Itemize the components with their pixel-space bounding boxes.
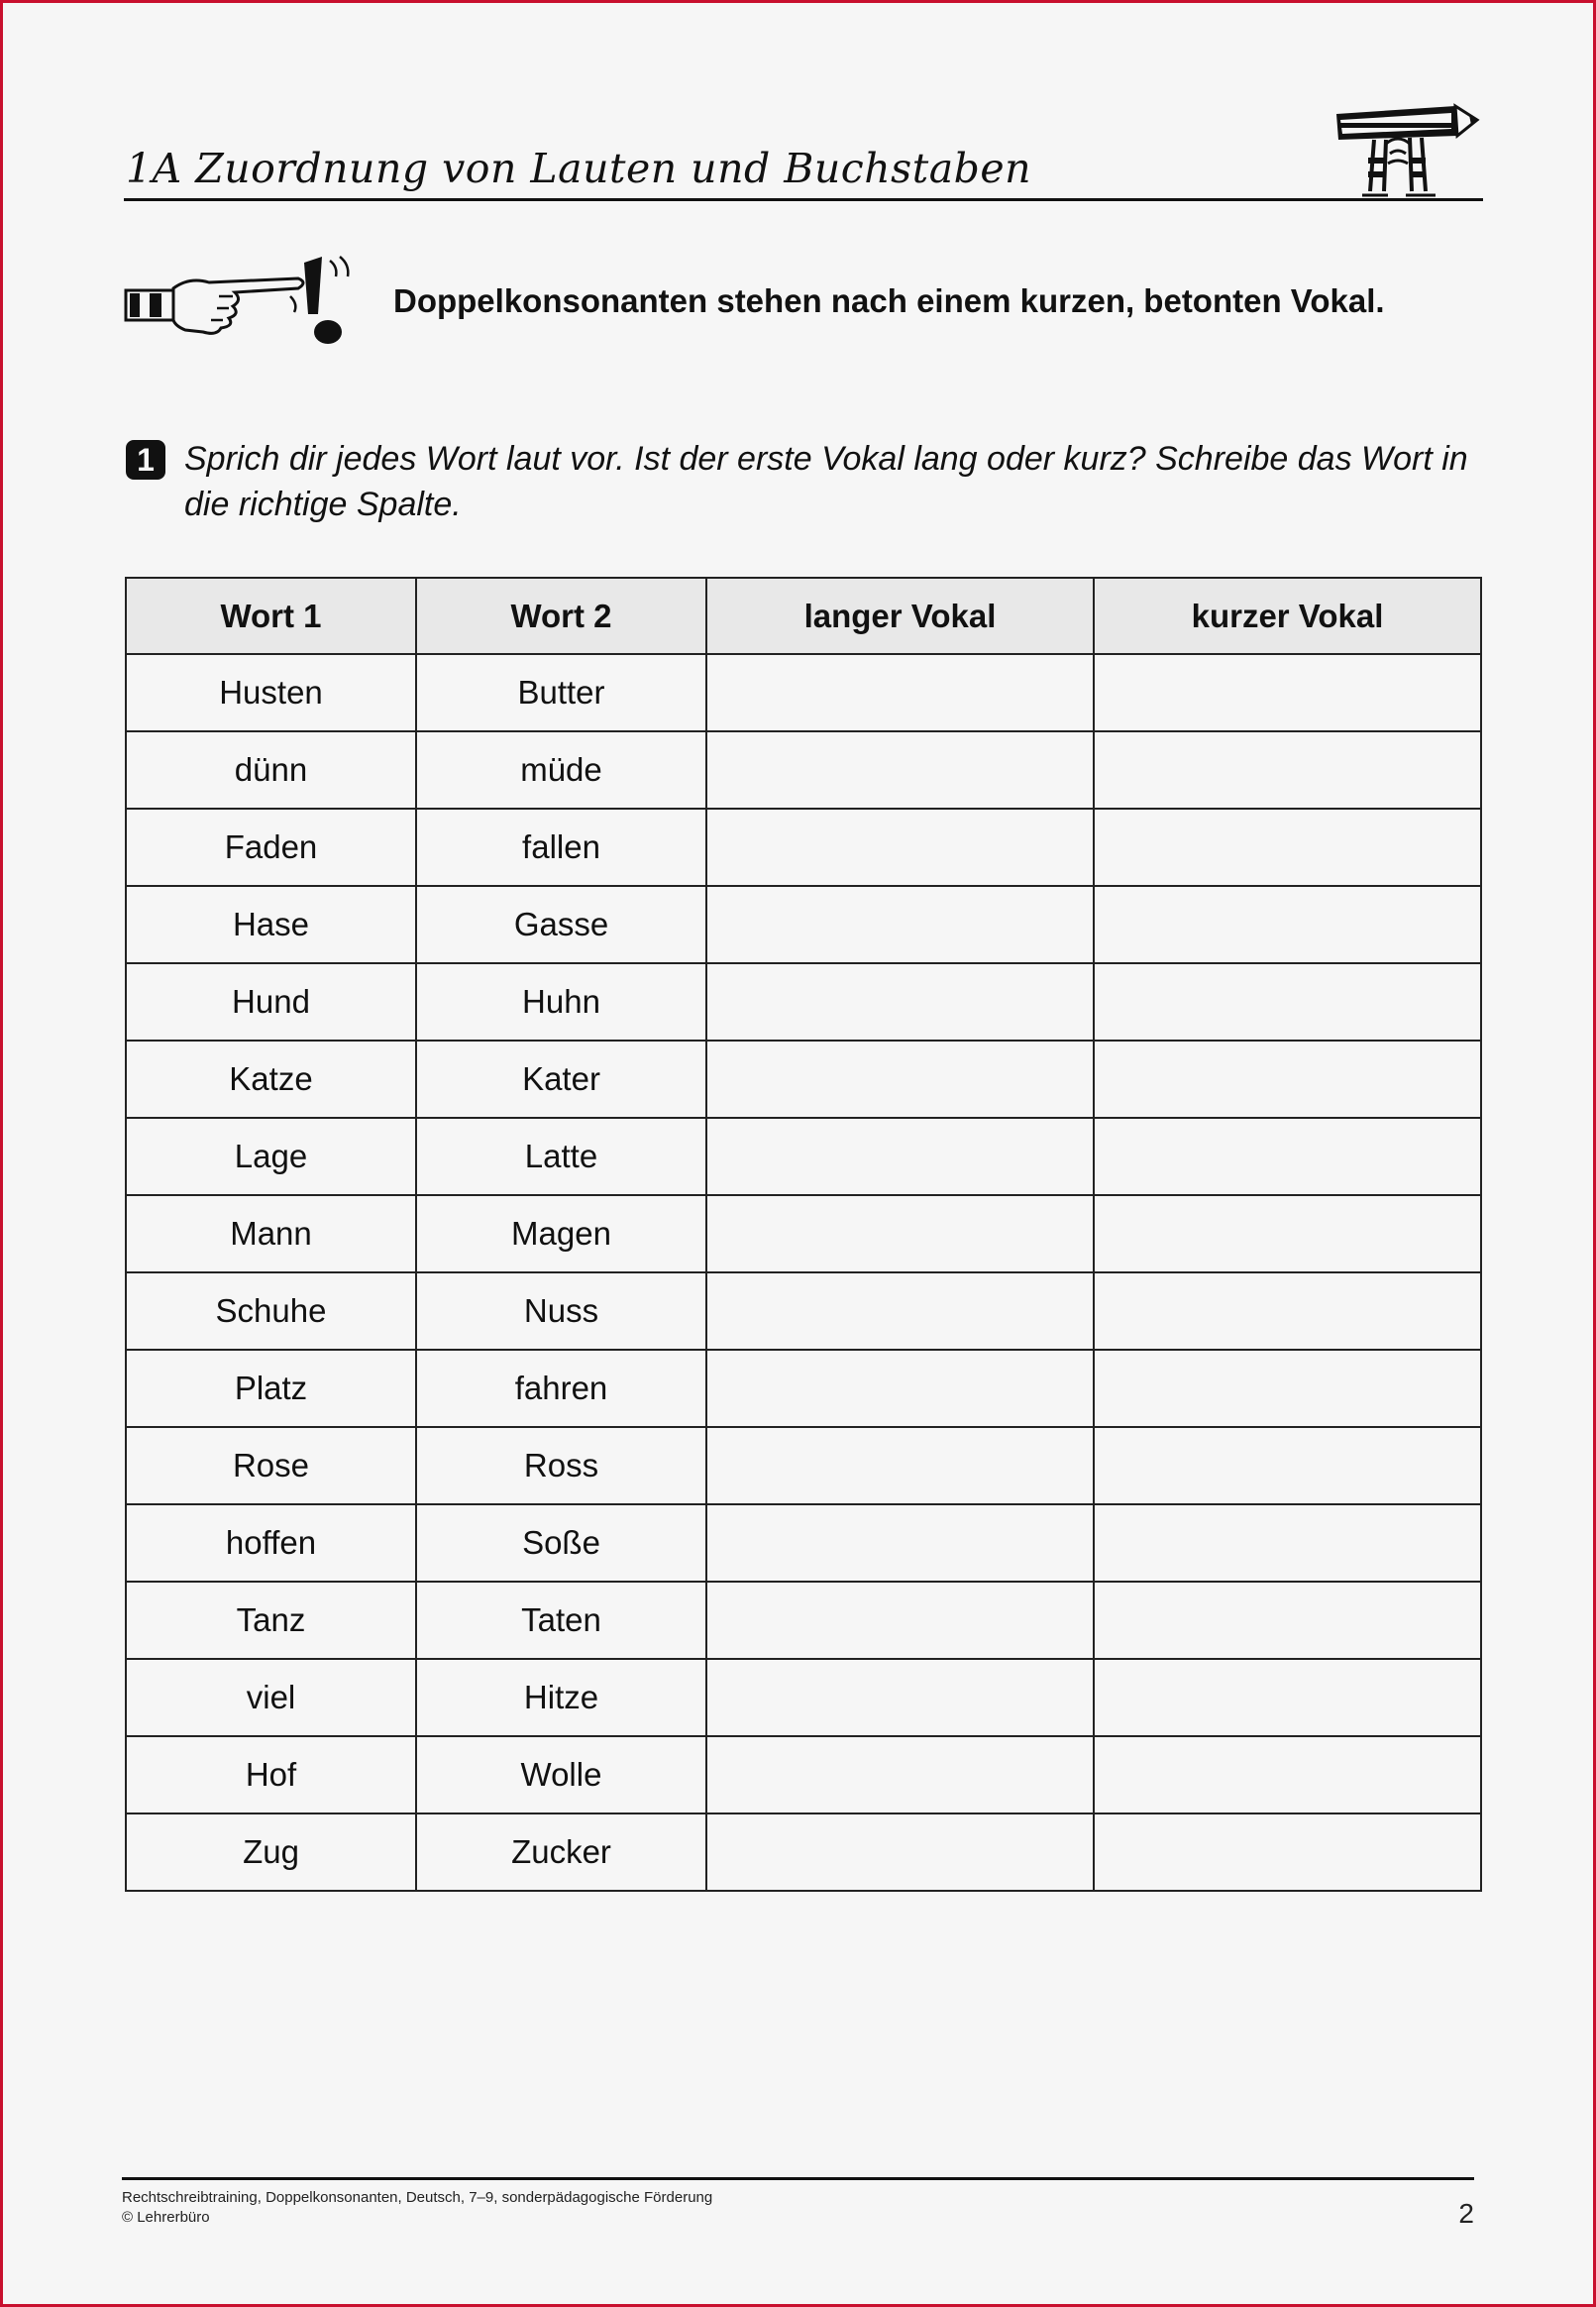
pencil-icon: [1327, 96, 1485, 200]
long-vowel-answer-cell[interactable]: [706, 1813, 1094, 1891]
word-2-cell: Nuss: [416, 1272, 706, 1350]
word-2-cell: Butter: [416, 654, 706, 731]
header-wort-1: Wort 1: [126, 578, 416, 654]
long-vowel-answer-cell[interactable]: [706, 1427, 1094, 1504]
word-2-cell: Hitze: [416, 1659, 706, 1736]
long-vowel-answer-cell[interactable]: [706, 654, 1094, 731]
page-footer: [122, 2177, 1474, 2228]
table-row: [126, 1272, 1481, 1350]
table-row: [126, 1813, 1481, 1891]
long-vowel-answer-cell[interactable]: [706, 1041, 1094, 1118]
short-vowel-answer-cell[interactable]: [1094, 1813, 1481, 1891]
table-row: [126, 1736, 1481, 1813]
word-2-cell: Latte: [416, 1118, 706, 1195]
table-row: [126, 1427, 1481, 1504]
long-vowel-answer-cell[interactable]: [706, 1272, 1094, 1350]
short-vowel-answer-cell[interactable]: [1094, 1118, 1481, 1195]
word-2-cell: Wolle: [416, 1736, 706, 1813]
short-vowel-answer-cell[interactable]: [1094, 809, 1481, 886]
short-vowel-answer-cell[interactable]: [1094, 1504, 1481, 1582]
word-1-cell: Faden: [126, 809, 416, 886]
short-vowel-answer-cell[interactable]: [1094, 963, 1481, 1041]
word-1-cell: dünn: [126, 731, 416, 809]
word-1-cell: hoffen: [126, 1504, 416, 1582]
short-vowel-answer-cell[interactable]: [1094, 1195, 1481, 1272]
task-number-badge: 1: [126, 440, 165, 480]
table-row: [126, 1582, 1481, 1659]
table-row: [126, 731, 1481, 809]
short-vowel-answer-cell[interactable]: [1094, 1041, 1481, 1118]
page-header: [124, 119, 1483, 201]
word-2-cell: Taten: [416, 1582, 706, 1659]
long-vowel-answer-cell[interactable]: [706, 1118, 1094, 1195]
short-vowel-answer-cell[interactable]: [1094, 731, 1481, 809]
long-vowel-answer-cell[interactable]: [706, 1350, 1094, 1427]
word-1-cell: Hund: [126, 963, 416, 1041]
word-1-cell: Schuhe: [126, 1272, 416, 1350]
table-row: [126, 809, 1481, 886]
hint-box: [124, 253, 1483, 352]
page-title: 1A Zuordnung von Lauten und Buchstaben: [126, 145, 1032, 192]
word-table: [125, 577, 1482, 1892]
word-2-cell: Gasse: [416, 886, 706, 963]
table-row: [126, 1350, 1481, 1427]
long-vowel-answer-cell[interactable]: [706, 1659, 1094, 1736]
short-vowel-answer-cell[interactable]: [1094, 654, 1481, 731]
word-2-cell: Soße: [416, 1504, 706, 1582]
long-vowel-answer-cell[interactable]: [706, 1736, 1094, 1813]
word-2-cell: Ross: [416, 1427, 706, 1504]
long-vowel-answer-cell[interactable]: [706, 731, 1094, 809]
table-row: [126, 886, 1481, 963]
table-row: [126, 1118, 1481, 1195]
word-1-cell: Katze: [126, 1041, 416, 1118]
table-header-row: [126, 578, 1481, 654]
header-wort-2: Wort 2: [416, 578, 706, 654]
header-langer-vokal: langer Vokal: [706, 578, 1094, 654]
word-2-cell: Magen: [416, 1195, 706, 1272]
task-text: Sprich dir jedes Wort laut vor. Ist der erste Vokal lang oder kurz? Schreibe das Wort in die richtige Spalte.: [184, 440, 1468, 523]
long-vowel-answer-cell[interactable]: [706, 963, 1094, 1041]
word-1-cell: Zug: [126, 1813, 416, 1891]
word-1-cell: Hof: [126, 1736, 416, 1813]
short-vowel-answer-cell[interactable]: [1094, 1659, 1481, 1736]
word-1-cell: Lage: [126, 1118, 416, 1195]
long-vowel-answer-cell[interactable]: [706, 1195, 1094, 1272]
long-vowel-answer-cell[interactable]: [706, 886, 1094, 963]
word-1-cell: Tanz: [126, 1582, 416, 1659]
table-row: [126, 963, 1481, 1041]
hint-text: Doppelkonsonanten stehen nach einem kurzen, betonten Vokal.: [393, 282, 1385, 319]
word-2-cell: fahren: [416, 1350, 706, 1427]
word-2-cell: fallen: [416, 809, 706, 886]
word-1-cell: viel: [126, 1659, 416, 1736]
word-1-cell: Mann: [126, 1195, 416, 1272]
table-row: [126, 1659, 1481, 1736]
word-2-cell: Kater: [416, 1041, 706, 1118]
pointing-hand-icon: [124, 253, 357, 352]
word-1-cell: Rose: [126, 1427, 416, 1504]
table-row: [126, 1504, 1481, 1582]
short-vowel-answer-cell[interactable]: [1094, 1427, 1481, 1504]
task-instruction: [124, 436, 1483, 535]
short-vowel-answer-cell[interactable]: [1094, 1350, 1481, 1427]
long-vowel-answer-cell[interactable]: [706, 1504, 1094, 1582]
short-vowel-answer-cell[interactable]: [1094, 1736, 1481, 1813]
long-vowel-answer-cell[interactable]: [706, 1582, 1094, 1659]
page-number: 2: [1458, 2198, 1474, 2229]
table-row: [126, 654, 1481, 731]
word-2-cell: müde: [416, 731, 706, 809]
table-row: [126, 1195, 1481, 1272]
word-1-cell: Husten: [126, 654, 416, 731]
short-vowel-answer-cell[interactable]: [1094, 1272, 1481, 1350]
short-vowel-answer-cell[interactable]: [1094, 886, 1481, 963]
footer-copyright: © Lehrerbüro: [122, 2209, 210, 2226]
header-kurzer-vokal: kurzer Vokal: [1094, 578, 1481, 654]
word-2-cell: Zucker: [416, 1813, 706, 1891]
long-vowel-answer-cell[interactable]: [706, 809, 1094, 886]
word-2-cell: Huhn: [416, 963, 706, 1041]
word-1-cell: Hase: [126, 886, 416, 963]
short-vowel-answer-cell[interactable]: [1094, 1582, 1481, 1659]
table-row: [126, 1041, 1481, 1118]
word-1-cell: Platz: [126, 1350, 416, 1427]
footer-series-info: Rechtschreibtraining, Doppelkonsonanten, Deutsch, 7–9, sonderpädagogische Förderung: [122, 2189, 713, 2206]
